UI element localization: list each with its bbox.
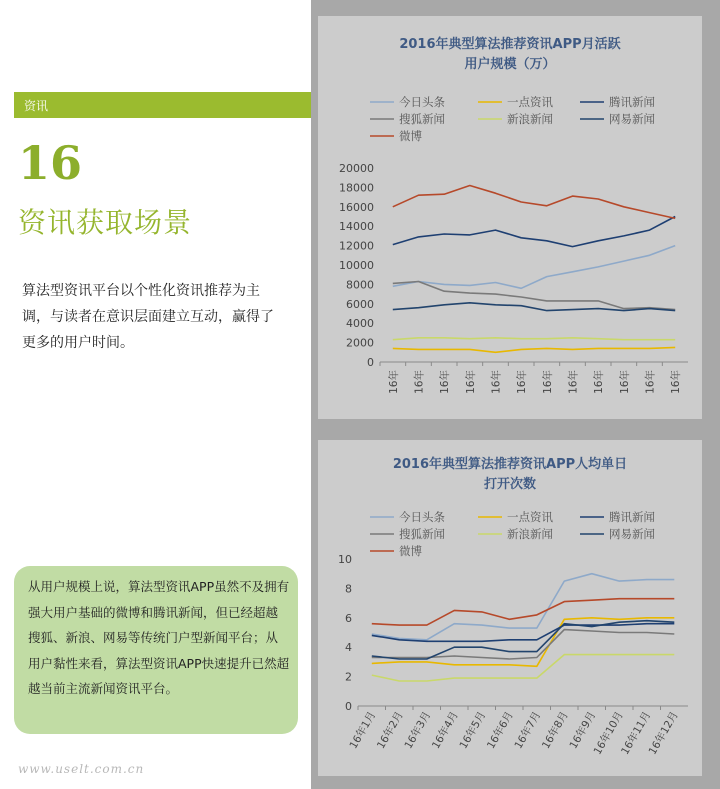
y-tick-label: 4000 <box>346 317 374 331</box>
legend-label: 网易新闻 <box>609 112 655 126</box>
legend-label: 新浪新闻 <box>507 112 553 126</box>
y-tick-label: 2000 <box>346 336 374 350</box>
x-tick-label: 16年10月 <box>591 709 626 757</box>
legend-label: 微博 <box>399 129 422 143</box>
series-line <box>393 246 675 289</box>
series-line <box>393 347 675 352</box>
x-tick-label: 16年 <box>439 370 452 394</box>
x-tick-label: 16年 <box>567 370 580 394</box>
y-tick-label: 0 <box>367 356 374 369</box>
y-tick-label: 8000 <box>346 278 374 292</box>
x-tick-label: 16年9月 <box>567 709 599 752</box>
y-tick-label: 6 <box>345 611 352 625</box>
x-tick-label: 16年 <box>516 370 529 394</box>
callout-text: 从用户规模上说，算法型资讯APP虽然不及拥有强大用户基础的微博和腾讯新闻，但已经超越搜狐、新浪、网易等传统门户型新闻平台；从用户黏性来看，算法型资讯APP快速提升已然超越当前主流新闻资讯平台。 <box>28 579 290 696</box>
mau-chart <box>318 16 702 419</box>
category-tag-bar <box>14 92 311 118</box>
mau-chart-panel <box>318 16 702 419</box>
legend-label: 今日头条 <box>399 510 445 524</box>
chart-title-line: 用户规模（万） <box>464 57 556 72</box>
x-tick-label: 16年 <box>644 370 657 394</box>
x-tick-label: 16年 <box>593 370 606 394</box>
section-number: 16 <box>18 136 83 190</box>
daily-opens-chart <box>318 440 702 776</box>
x-tick-label: 16年4月 <box>429 709 461 752</box>
y-tick-label: 8 <box>345 582 352 596</box>
legend-label: 新浪新闻 <box>507 527 553 541</box>
series-line <box>393 186 675 219</box>
legend-label: 一点资讯 <box>507 510 553 524</box>
legend-label: 腾讯新闻 <box>609 95 655 109</box>
x-tick-label: 16年11月 <box>619 709 654 757</box>
series-line <box>393 338 675 340</box>
article-panel <box>0 0 311 789</box>
watermark: www.uselt.com.cn <box>18 762 145 776</box>
section-title: 资讯获取场景 <box>18 206 193 239</box>
x-tick-label: 16年 <box>490 370 503 394</box>
x-tick-label: 16年12月 <box>646 709 681 757</box>
x-tick-label: 16年 <box>387 370 400 394</box>
x-tick-label: 16年 <box>670 370 683 394</box>
y-tick-label: 14000 <box>339 220 374 234</box>
x-tick-label: 16年5月 <box>457 709 489 752</box>
y-tick-label: 16000 <box>339 200 374 214</box>
x-tick-label: 16年 <box>464 370 477 394</box>
x-tick-label: 16年2月 <box>374 709 406 752</box>
series-line <box>393 217 675 247</box>
y-tick-label: 18000 <box>339 181 374 195</box>
y-tick-label: 20000 <box>339 162 374 175</box>
y-tick-label: 6000 <box>346 297 374 311</box>
x-tick-label: 16年 <box>541 370 554 394</box>
legend-label: 微博 <box>399 544 422 558</box>
chart-title-line: 打开次数 <box>483 477 537 492</box>
x-tick-label: 16年 <box>618 370 631 394</box>
legend-label: 腾讯新闻 <box>609 510 655 524</box>
legend-label: 搜狐新闻 <box>399 527 445 541</box>
chart-title-line: 2016年典型算法推荐资讯APP月活跃 <box>399 37 621 52</box>
legend-label: 一点资讯 <box>507 95 553 109</box>
y-tick-label: 10 <box>338 553 352 566</box>
legend-label: 今日头条 <box>399 95 445 109</box>
x-tick-label: 16年 <box>413 370 426 394</box>
y-tick-label: 0 <box>345 700 352 713</box>
x-tick-label: 16年7月 <box>512 709 544 752</box>
section-description: 算法型资讯平台以个性化资讯推荐为主调，与读者在意识层面建立互动，赢得了更多的用户时间。 <box>22 283 274 351</box>
category-tag: 资讯 <box>24 99 49 113</box>
x-tick-label: 16年8月 <box>539 709 571 752</box>
chart-title-line: 2016年典型算法推荐资讯APP人均单日 <box>392 457 628 472</box>
y-tick-label: 2 <box>345 670 352 684</box>
legend-label: 网易新闻 <box>609 527 655 541</box>
y-tick-label: 12000 <box>339 239 374 253</box>
x-tick-label: 16年1月 <box>347 709 379 752</box>
y-tick-label: 10000 <box>339 259 374 272</box>
x-tick-label: 16年3月 <box>402 709 434 752</box>
series-line <box>372 574 675 640</box>
series-line <box>393 303 675 311</box>
daily-opens-chart-panel <box>318 440 702 776</box>
legend-label: 搜狐新闻 <box>399 112 445 126</box>
callout-box <box>14 566 298 734</box>
x-tick-label: 16年6月 <box>484 709 516 752</box>
y-tick-label: 4 <box>345 641 352 655</box>
